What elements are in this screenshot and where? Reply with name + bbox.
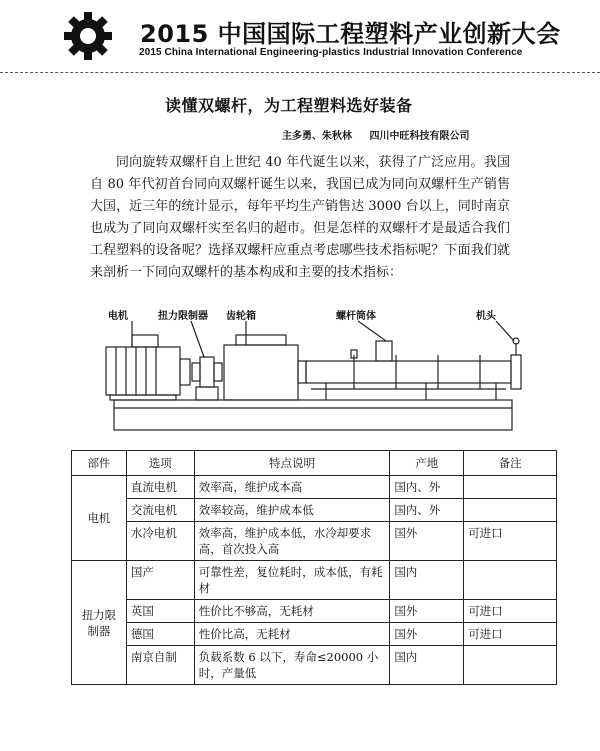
header-divider [0, 72, 600, 73]
feature-cell: 性价比高，无耗材 [194, 623, 390, 646]
table-row [72, 623, 557, 646]
feature-cell: 性价比不够高，无耗材 [194, 600, 390, 623]
note-cell [464, 499, 557, 522]
header-note: 备注 [464, 451, 557, 476]
origin-cell: 国外 [390, 623, 464, 646]
table-row [72, 561, 557, 600]
part-cell-motor: 电机 [72, 476, 127, 561]
origin-cell: 国内 [390, 561, 464, 600]
label-barrel: 螺杆筒体 [336, 311, 376, 322]
note-cell [464, 646, 557, 685]
feature-cell: 可靠性差，复位耗时，成本低，有耗材 [194, 561, 390, 600]
table-header-row [72, 451, 557, 476]
note-cell: 可进口 [464, 600, 557, 623]
part-cell-torque-limiter: 扭力限制器 [72, 561, 127, 685]
header-feature: 特点说明 [194, 451, 390, 476]
component-spec-table [71, 450, 557, 685]
option-cell: 水冷电机 [126, 522, 194, 561]
table-row [72, 600, 557, 623]
label-head: 机头 [476, 311, 496, 322]
origin-cell: 国内 [390, 646, 464, 685]
header-part: 部件 [72, 451, 127, 476]
origin-cell: 国外 [390, 600, 464, 623]
feature-cell: 效率较高，维护成本低 [194, 499, 390, 522]
label-gearbox: 齿轮箱 [226, 311, 256, 322]
option-cell: 交流电机 [126, 499, 194, 522]
table-row [72, 646, 557, 685]
label-motor: 电机 [108, 311, 128, 322]
origin-cell: 国内、外 [390, 499, 464, 522]
conference-title: 2015 中国国际工程塑料产业创新大会 [140, 20, 561, 48]
header-origin: 产地 [390, 451, 464, 476]
note-cell [464, 561, 557, 600]
note-cell [464, 476, 557, 499]
origin-cell: 国外 [390, 522, 464, 561]
header-option: 选项 [126, 451, 194, 476]
article-title: 读懂双螺杆，为工程塑料选好装备 [165, 96, 413, 115]
option-cell: 南京自制 [126, 646, 194, 685]
extruder-drawing [96, 305, 528, 443]
table-row [72, 522, 557, 561]
article-authors [282, 127, 483, 142]
option-cell: 国产 [126, 561, 194, 600]
feature-cell: 效率高，维护成本低，水冷却要求高，首次投入高 [194, 522, 390, 561]
feature-cell: 负载系数 6 以下，寿命≤20000 小时，产量低 [194, 646, 390, 685]
author-company: 四川中旺科技有限公司 [369, 131, 470, 142]
conference-title-english: 2015 China International Engineering-plastics Industrial Innovation Conference [139, 47, 523, 58]
feature-cell: 效率高，维护成本高 [194, 476, 390, 499]
option-cell: 德国 [126, 623, 194, 646]
option-cell: 直流电机 [126, 476, 194, 499]
note-cell: 可进口 [464, 623, 557, 646]
note-cell: 可进口 [464, 522, 557, 561]
origin-cell: 国内、外 [390, 476, 464, 499]
gear-logo-icon [62, 10, 114, 62]
intro-paragraph: 同向旋转双螺杆自上世纪 40 年代诞生以来，获得了广泛应用。我国自 80 年代初首台同向双螺杆诞生以来，我国已成为同向双螺杆生产销售大国，近三年的统计显示，每年平均生产销售达 3000 台以上，同时南京也成为了同向双螺杆实至名归的超市。但是怎样的双螺杆才是最适合我们工程塑料的设备呢？选择双螺杆应重点考虑哪些技术指标呢？下面我们就来剖析一下同向双螺杆的基本构成和主要的技术指标： [90, 155, 510, 280]
extruder-diagram [96, 305, 528, 443]
label-torque-limiter: 扭力限制器 [158, 311, 208, 322]
option-cell: 英国 [126, 600, 194, 623]
author-names: 主多勇、朱秋林 [282, 131, 352, 142]
table-row [72, 499, 557, 522]
table-row [72, 476, 557, 499]
